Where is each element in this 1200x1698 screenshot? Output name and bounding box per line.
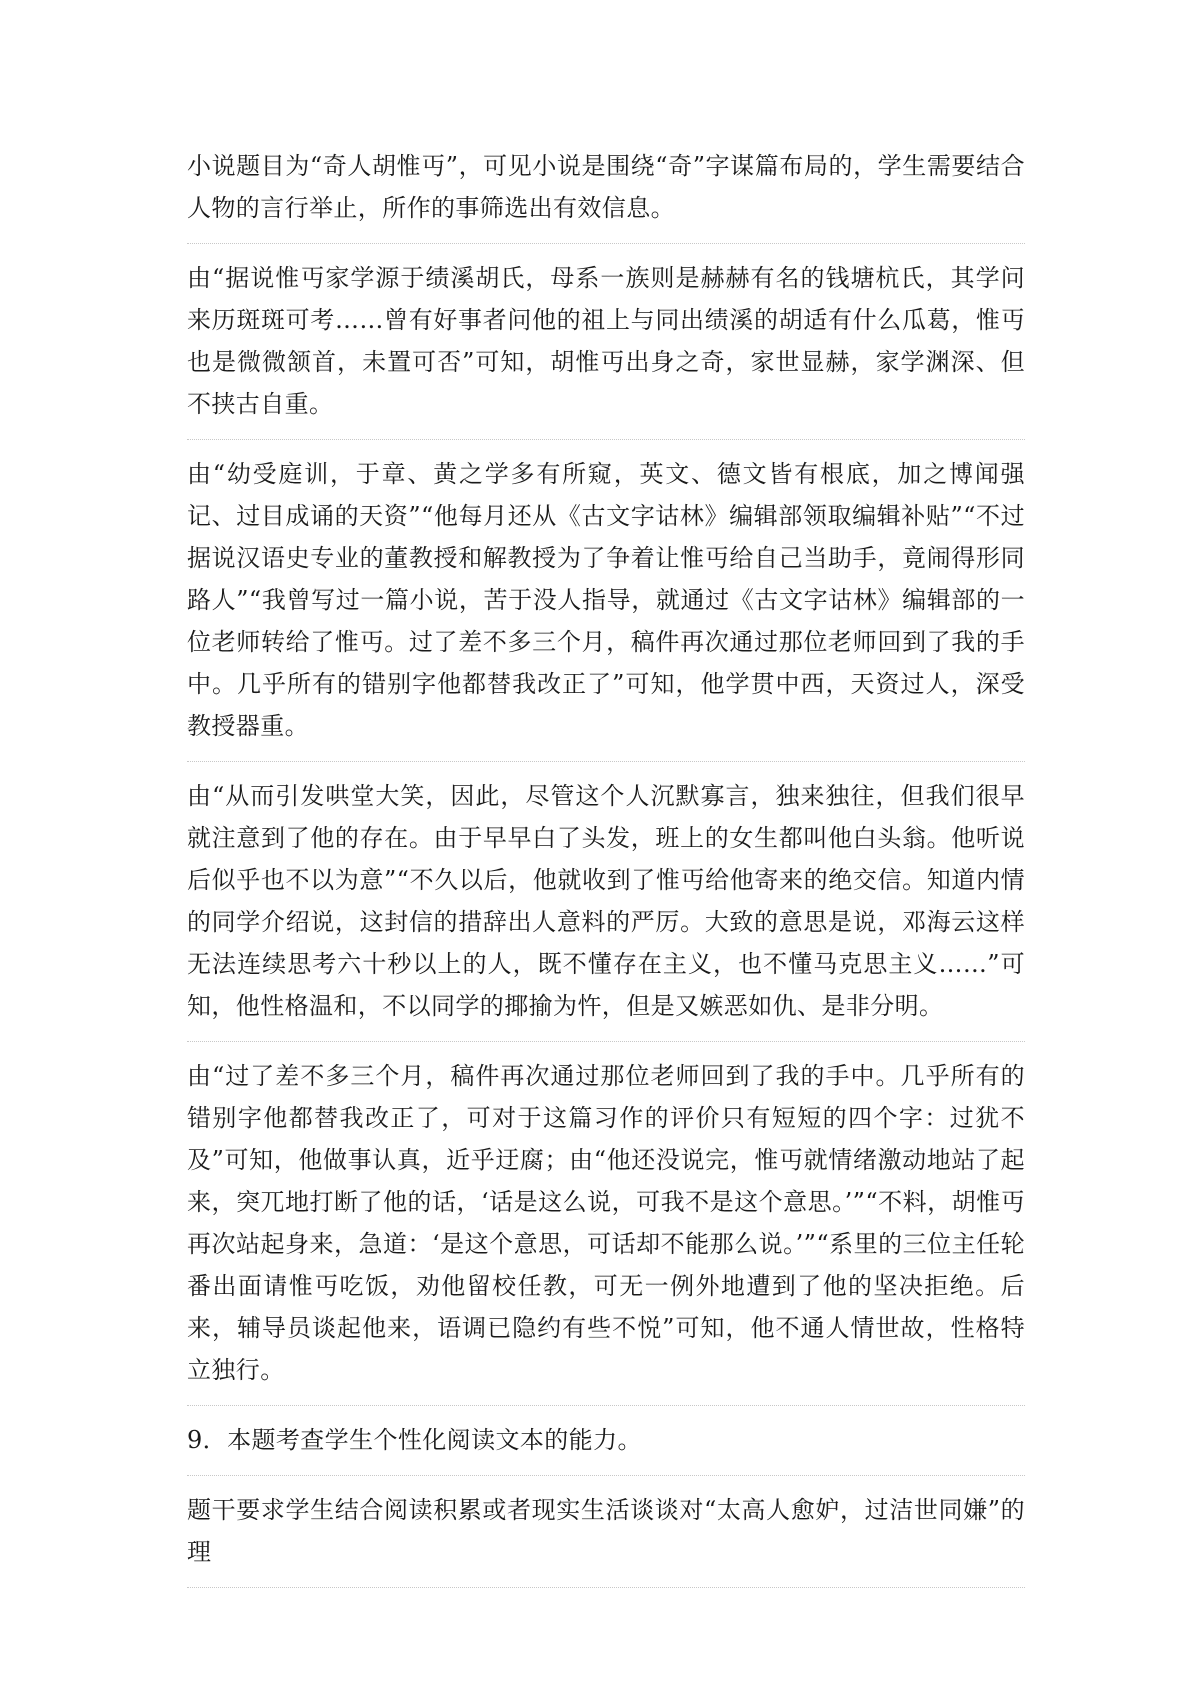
paragraph-7: 题干要求学生结合阅读积累或者现实生活谈谈对“太高人愈妒，过洁世同嫌”的理	[187, 1496, 1025, 1566]
divider	[187, 1475, 1025, 1476]
divider	[187, 1405, 1025, 1406]
divider	[187, 243, 1025, 244]
paragraph-4: 由“从而引发哄堂大笑，因此，尽管这个人沉默寡言，独来独往，但我们很早就注意到了他的存在。由于早早白了头发，班上的女生都叫他白头翁。他听说后似乎也不以为意”“不久以后，他就收到了惟丏给他寄来的绝交信。知道内情的同学介绍说，这封信的措辞出人意料的严厉。大致的意思是说，邓海云这样无法连续思考六十秒以上的人，既不懂存在主义，也不懂马克思主义……”可知，他性格温和，不以同学的揶揄为忤，但是又嫉恶如仇、是非分明。	[187, 782, 1025, 1020]
paragraph-1: 小说题目为“奇人胡惟丏”，可见小说是围绕“奇”字谋篇布局的，学生需要结合人物的言行举止，所作的事筛选出有效信息。	[187, 152, 1025, 222]
question-9-heading: 9．本题考查学生个性化阅读文本的能力。	[187, 1426, 642, 1454]
divider	[187, 1587, 1025, 1588]
paragraph-2: 由“据说惟丏家学源于绩溪胡氏，母系一族则是赫赫有名的钱塘杭氏，其学问来历斑斑可考……曾有好事者问他的祖上与同出绩溪的胡适有什么瓜葛，惟丏也是微微颔首，未置可否”可知，胡惟丏出身之奇，家世显赫，家学渊深、但不挟古自重。	[187, 264, 1025, 418]
divider	[187, 1041, 1025, 1042]
paragraph-5: 由“过了差不多三个月，稿件再次通过那位老师回到了我的手中。几乎所有的错别字他都替我改正了，可对于这篇习作的评价只有短短的四个字：过犹不及”可知，他做事认真，近乎迂腐；由“他还没说完，惟丏就情绪激动地站了起来，突兀地打断了他的话，‘话是这么说，可我不是这个意思。’”“不料，胡惟丏再次站起身来，急道：‘是这个意思，可话却不能那么说。’”“系里的三位主任轮番出面请惟丏吃饭，劝他留校任教，可无一例外地遭到了他的坚决拒绝。后来，辅导员谈起他来，语调已隐约有些不悦”可知，他不通人情世故，性格特立独行。	[187, 1062, 1025, 1384]
divider	[187, 439, 1025, 440]
document-page	[187, 145, 1025, 1601]
paragraph-3: 由“幼受庭训，于章、黄之学多有所窥，英文、德文皆有根底，加之博闻强记、过目成诵的天资”“他每月还从《古文字诂林》编辑部领取编辑补贴”“不过据说汉语史专业的董教授和解教授为了争着让惟丏给自己当助手，竟闹得形同路人”“我曾写过一篇小说，苦于没人指导，就通过《古文字诂林》编辑部的一位老师转给了惟丏。过了差不多三个月，稿件再次通过那位老师回到了我的手中。几乎所有的错别字他都替我改正了”可知，他学贯中西，天资过人，深受教授器重。	[187, 460, 1025, 740]
divider	[187, 761, 1025, 762]
